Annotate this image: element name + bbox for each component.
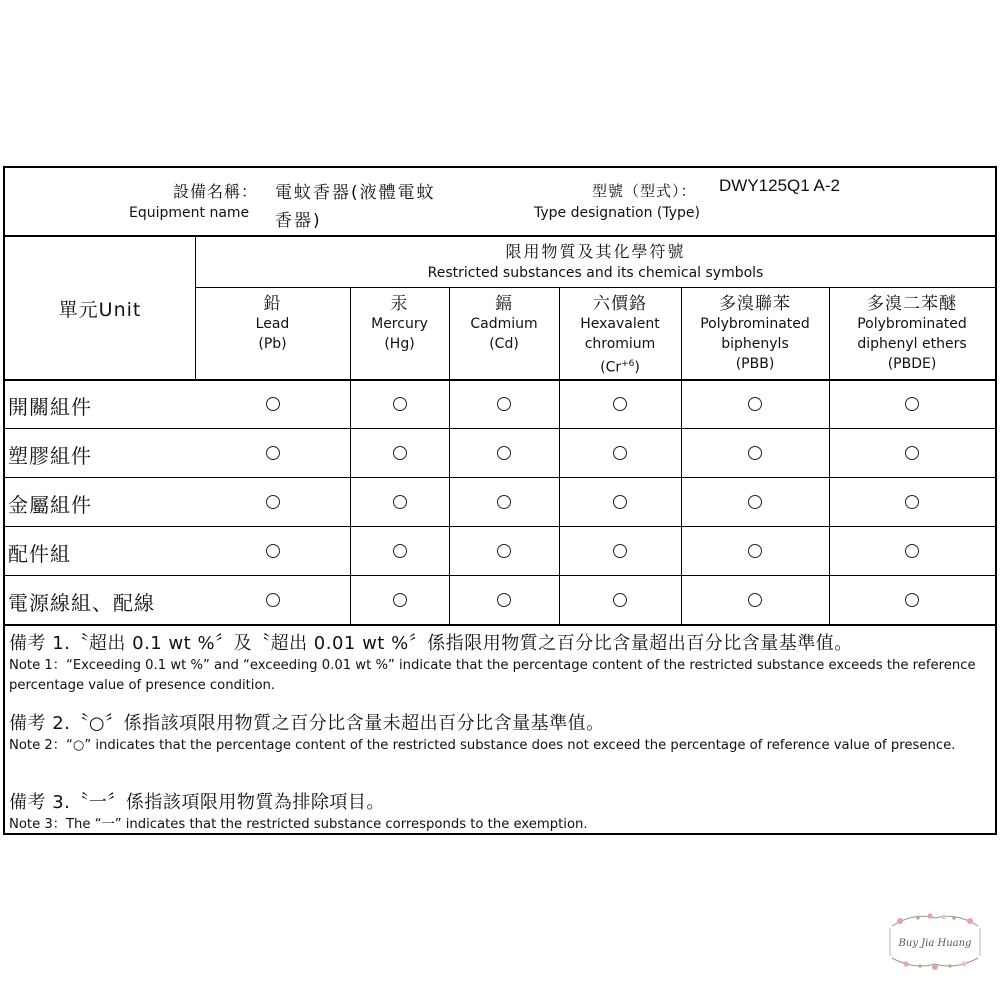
- presence-mark: [266, 446, 280, 460]
- presence-mark: [748, 544, 762, 558]
- substance-zh: 鉛: [263, 294, 282, 314]
- row-label: 開關組件: [8, 395, 92, 419]
- substance-en-2: chromium: [584, 336, 656, 352]
- note-1-zh: 備考 1.〝超出 0.1 wt %〞及〝超出 0.01 wt %〞係指限用物質之百分比含量超出百分比含量基準值。: [9, 633, 853, 654]
- substance-symbol: (Pb): [258, 336, 287, 352]
- presence-mark: [266, 397, 280, 411]
- restricted-title-en: Restricted substances and its chemical symbols: [427, 265, 764, 281]
- presence-mark: [497, 544, 511, 558]
- row-label: 配件組: [8, 542, 71, 566]
- presence-mark: [613, 544, 627, 558]
- substance-header-hexavalent-chromium: [559, 288, 681, 381]
- substance-header-mercury: [350, 288, 449, 381]
- presence-mark: [497, 495, 511, 509]
- presence-mark: [266, 593, 280, 607]
- substance-header-pbde: [829, 288, 995, 381]
- grid-line: [5, 428, 995, 429]
- substance-en: Polybrominated: [857, 316, 967, 332]
- presence-mark: [613, 495, 627, 509]
- note-2-en: Note 2：“○” indicates that the percentage content of the restricted substance does not exceed the percentage of reference value of presence.: [9, 738, 956, 753]
- presence-mark: [613, 397, 627, 411]
- presence-mark: [497, 446, 511, 460]
- substance-en: Hexavalent: [580, 316, 660, 332]
- grid-line: [5, 526, 995, 527]
- presence-mark: [613, 446, 627, 460]
- presence-mark: [748, 397, 762, 411]
- equipment-value-zh-line1: 電蚊香器(液體電蚊: [275, 183, 436, 203]
- unit-label: 單元Unit: [58, 298, 142, 321]
- substance-en: Lead: [255, 316, 290, 332]
- presence-mark: [748, 495, 762, 509]
- substance-en: Polybrominated: [700, 316, 810, 332]
- substance-zh: 六價鉻: [593, 294, 647, 314]
- row-label: 電源線組、配線: [8, 591, 155, 615]
- substance-zh: 鎘: [495, 294, 513, 314]
- restricted-title-zh: 限用物質及其化學符號: [505, 242, 686, 261]
- substance-symbol: (PBDE): [887, 356, 937, 372]
- grid-line: [5, 575, 995, 576]
- row-label: 金屬組件: [8, 493, 92, 517]
- substance-zh: 多溴二苯醚: [867, 294, 957, 314]
- substance-zh: 汞: [390, 294, 409, 314]
- unit-cell: [5, 235, 195, 381]
- presence-mark: [905, 397, 919, 411]
- substance-en-2: biphenyls: [721, 336, 789, 352]
- substance-en: Mercury: [371, 316, 428, 332]
- note-2-zh: 備考 2.〝○〞係指該項限用物質之百分比含量未超出百分比含量基準值。: [9, 713, 605, 734]
- substance-header-pbb: [681, 288, 829, 381]
- type-value: DWY125Q1 A-2: [719, 176, 840, 195]
- row-label: 塑膠組件: [8, 444, 92, 468]
- substance-symbol: (Hg): [384, 336, 415, 352]
- presence-mark: [393, 397, 407, 411]
- presence-mark: [393, 495, 407, 509]
- presence-mark: [748, 593, 762, 607]
- substance-symbol: $(Cr^{+6})$: [600, 359, 640, 376]
- presence-mark: [748, 446, 762, 460]
- grid-line: [5, 477, 995, 478]
- note-3-zh: 備考 3.〝一〞係指該項限用物質為排除項目。: [9, 792, 385, 813]
- presence-mark: [497, 593, 511, 607]
- type-label-en: Type designation (Type): [534, 205, 700, 221]
- substance-zh: 多溴聯苯: [719, 294, 791, 314]
- substance-symbol: (Cd): [489, 336, 519, 352]
- watermark-text: Buy Jia Huang: [898, 938, 972, 949]
- equipment-value-zh-line2: 香器): [275, 211, 322, 231]
- substance-en-2: diphenyl ethers: [857, 336, 967, 352]
- presence-mark: [613, 593, 627, 607]
- presence-mark: [266, 495, 280, 509]
- presence-mark: [393, 446, 407, 460]
- presence-mark: [905, 446, 919, 460]
- presence-mark: [905, 544, 919, 558]
- header: [5, 168, 995, 237]
- note-3-en: Note 3：The “一” indicates that the restricted substance corresponds to the exemption.: [9, 817, 588, 832]
- grid-line: [5, 624, 995, 626]
- presence-mark: [905, 593, 919, 607]
- substance-symbol: (PBB): [735, 356, 775, 372]
- note-1-en: Note 1：“Exceeding 0.1 wt %” and “exceeding 0.01 wt %” indicate that the percentage content of the restricted substance exceeds the reference percentage value of presence condition.: [9, 658, 976, 693]
- substance-header-cadmium: [449, 288, 559, 381]
- floral-wreath-logo-icon: [884, 910, 986, 972]
- presence-mark: [905, 495, 919, 509]
- presence-mark: [266, 544, 280, 558]
- type-label-zh: 型號（型式）：: [592, 182, 697, 200]
- presence-mark: [393, 544, 407, 558]
- equipment-label-en: Equipment name: [129, 205, 250, 221]
- presence-mark: [393, 593, 407, 607]
- presence-mark: [497, 397, 511, 411]
- equipment-label-zh: 設備名稱：: [173, 182, 259, 201]
- substance-en: Cadmium: [470, 316, 538, 332]
- rohs-declaration-table: [3, 166, 997, 835]
- substance-header-lead: [195, 288, 350, 381]
